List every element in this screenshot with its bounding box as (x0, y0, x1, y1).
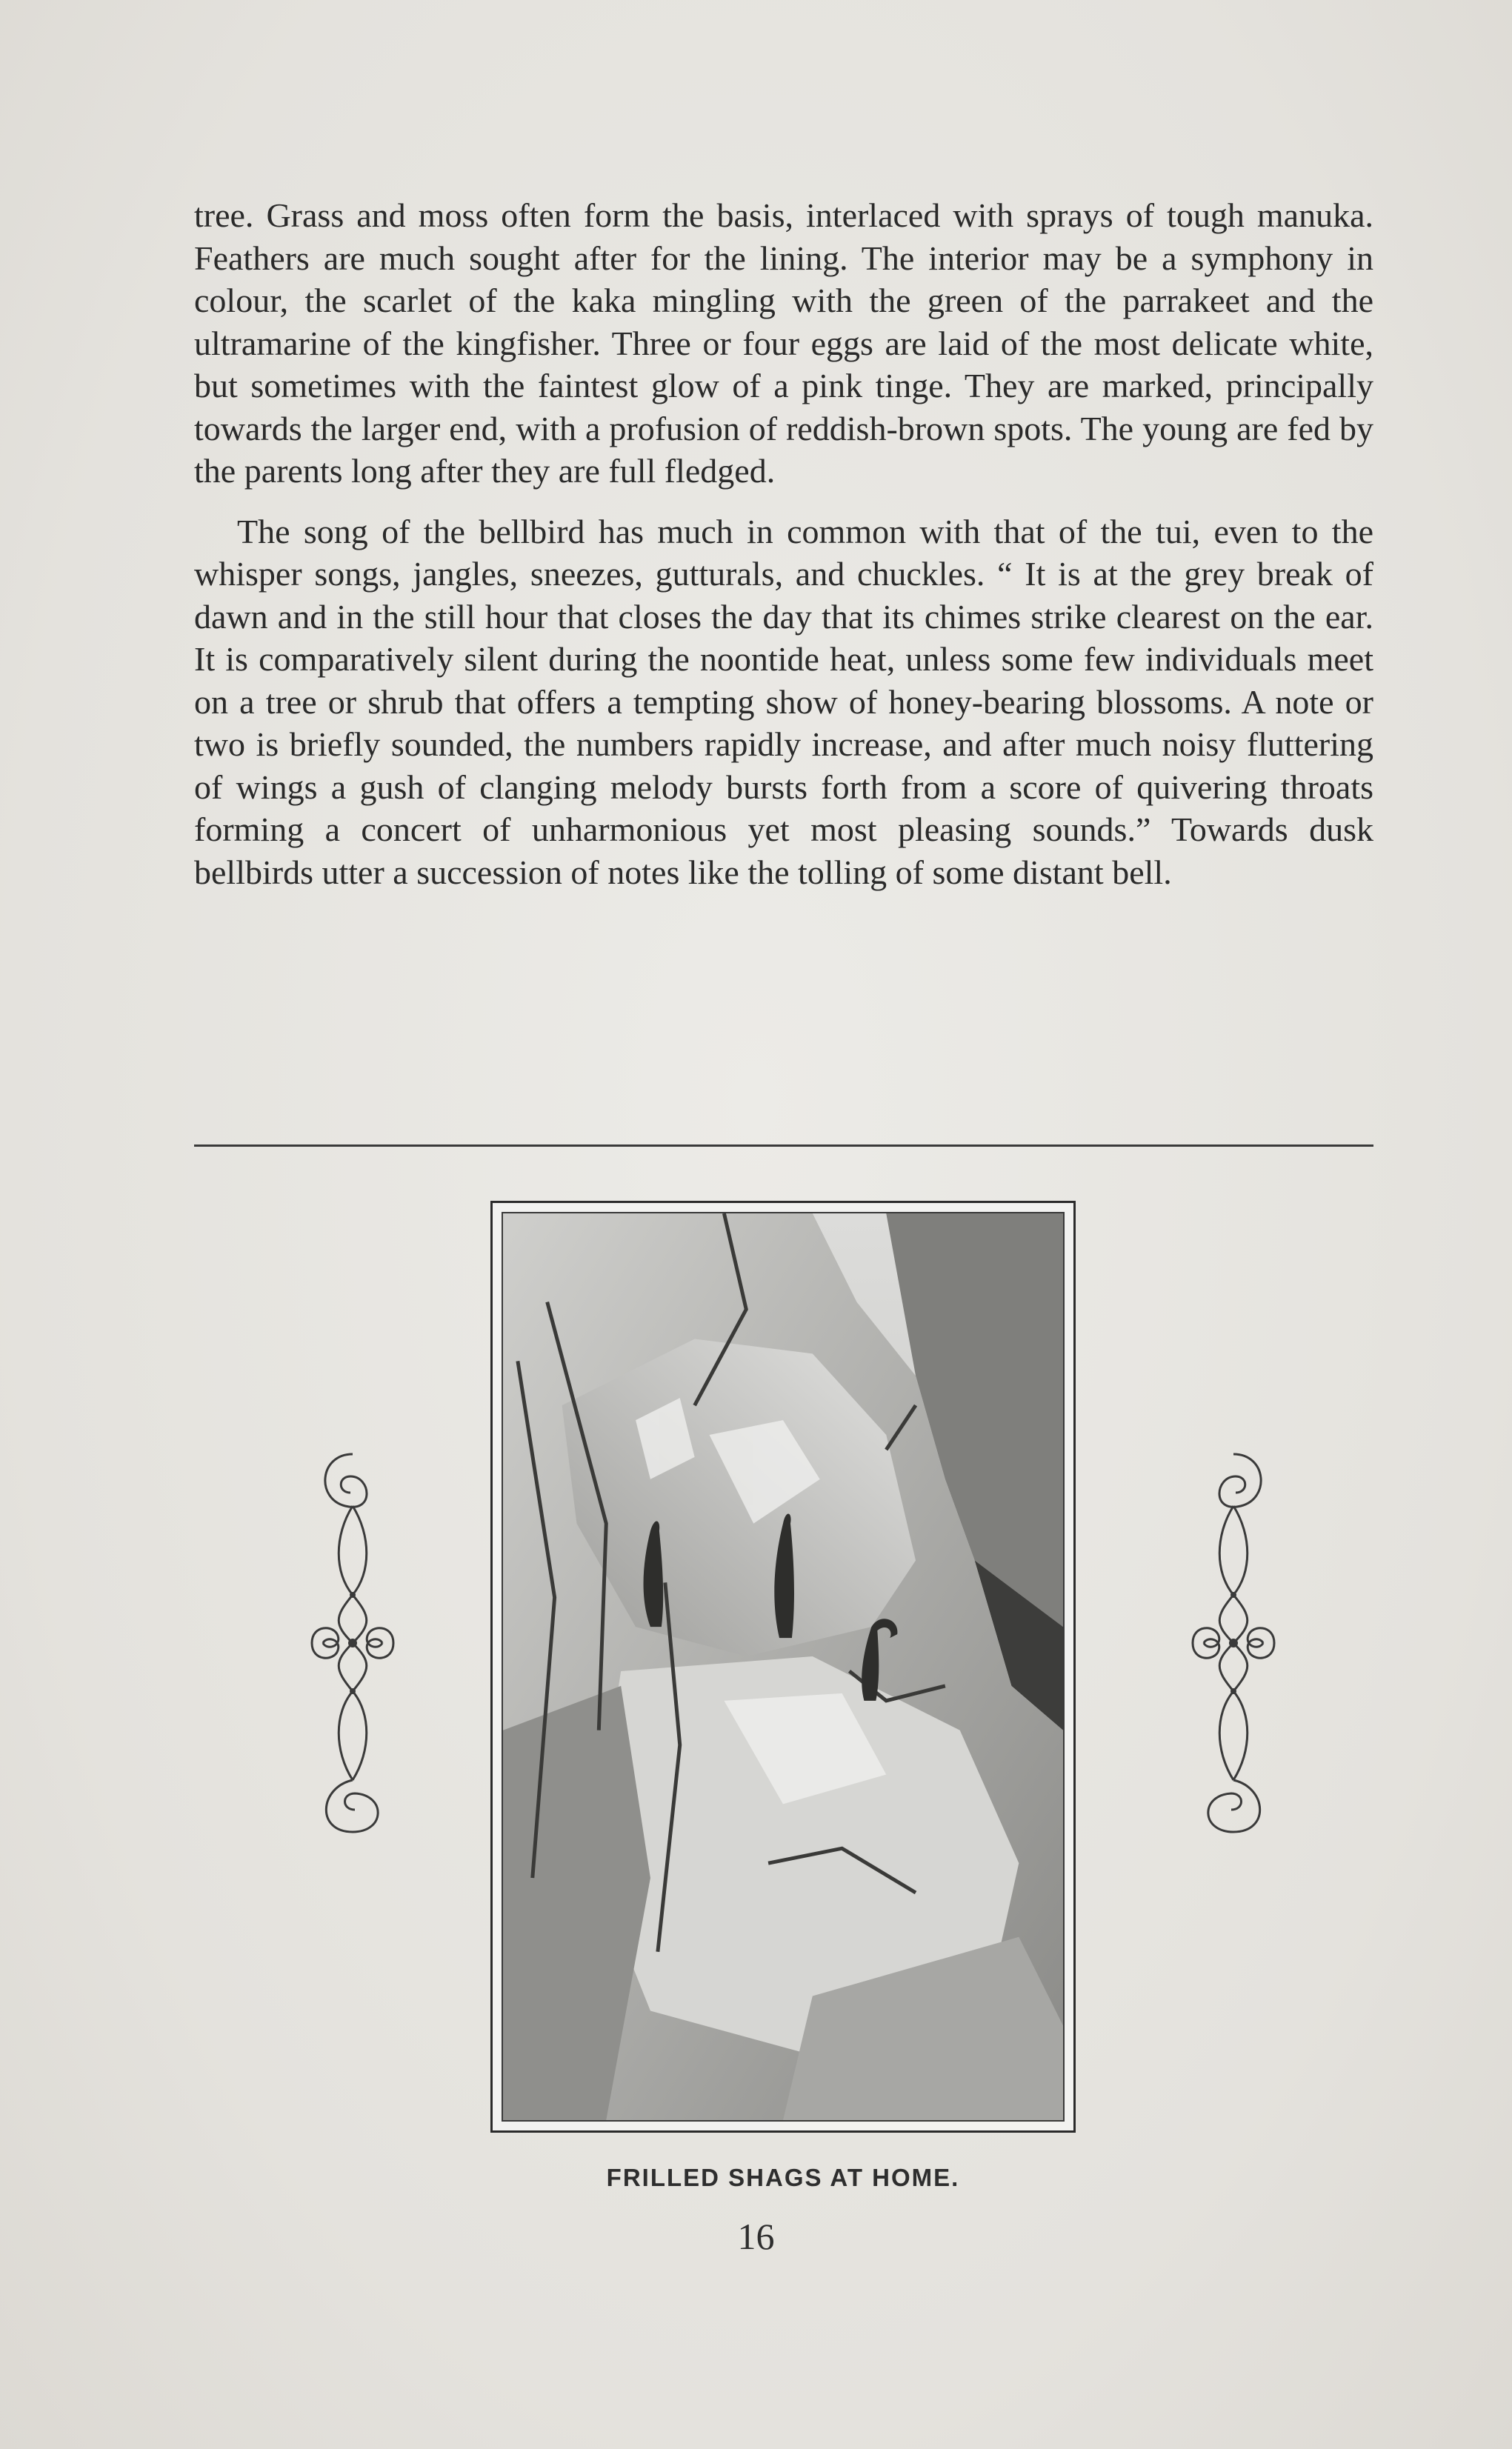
paragraph-2: The song of the bellbird has much in common with that of the tui, even to the whisper songs, jangles, sneezes, gutturals, and chuckles. “ It is at the grey break of dawn and in the still hour that closes the day that its chimes strike clearest on the ear. It is comparatively silent during the noontide heat, unless some few individuals meet on a tree or shrub that offers a tempting show of honey-bearing blossoms. A note or two is briefly sounded, the numbers rapidly increase, and after much noisy fluttering of wings a gush of clanging melody bursts forth from a score of quivering throats forming a concert of unharmonious yet most pleasing sounds.” Towards dusk bellbirds utter a succession of notes like the tolling of some distant bell. (194, 512, 1373, 891)
scroll-ornament-right (1185, 1447, 1282, 1839)
frilled-shags-photo (502, 1212, 1065, 2122)
page-number: 16 (737, 2216, 775, 2257)
figure-caption: FRILLED SHAGS AT HOME. (606, 2164, 960, 2191)
horizontal-rule (194, 1144, 1373, 1147)
photo-frame (490, 1201, 1076, 2133)
scroll-ornament-left (304, 1447, 401, 1839)
paragraph-1: tree. Grass and moss often form the basis, interlaced with sprays of tough manuka. Feathers are much sought after for the lining. The interior may be a symphony in colour, the scarlet of the kaka mingling with the green of the parrakeet and the ultramarine of the kingfisher. Three or four eggs are laid of the most delicate white, but sometimes with the faintest glow of a pink tinge. They are marked, principally towards the larger end, with a profusion of reddish-brown spots. The young are fed by the parents long after they are full fledged. (194, 196, 1373, 490)
body-text (194, 194, 1373, 893)
